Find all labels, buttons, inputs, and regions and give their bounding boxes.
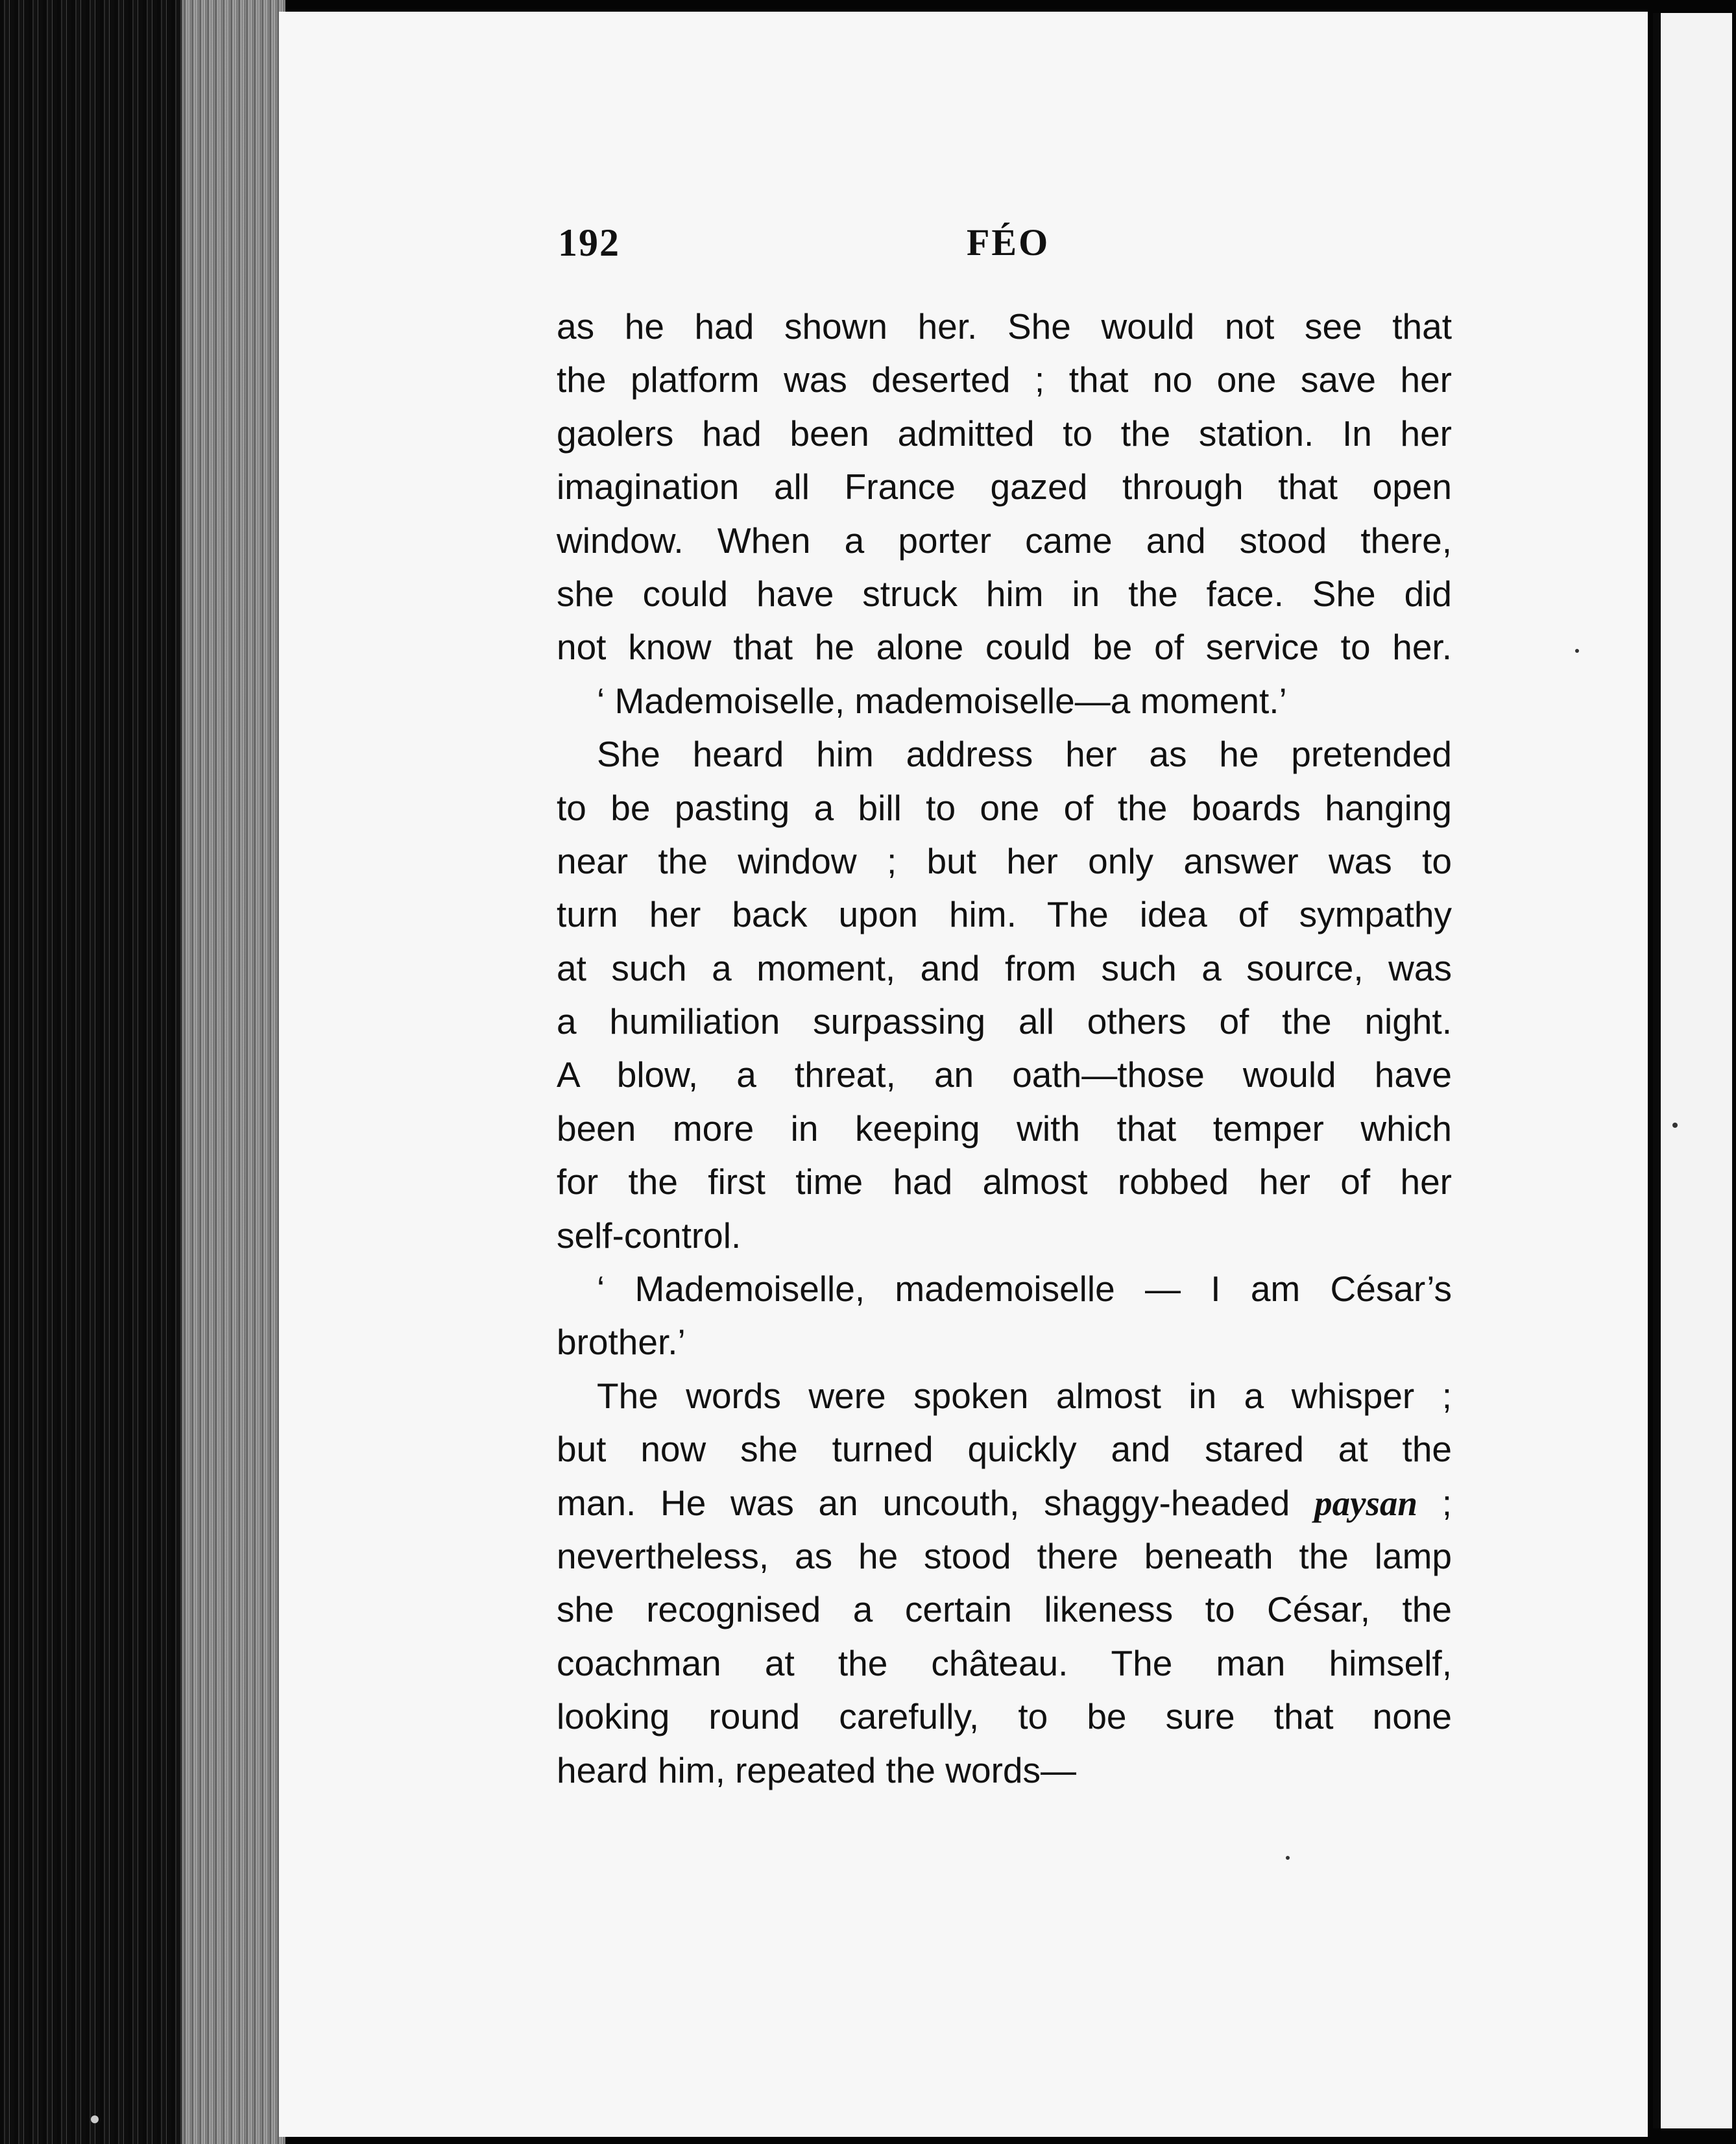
text-fragment: man. He was an uncouth, shaggy-headed (557, 1482, 1290, 1523)
text-line: near the window ; but her only answer was to (557, 840, 1452, 881)
text-line: coachman at the château. The man himself, (557, 1642, 1452, 1683)
page-header (558, 221, 1447, 273)
speck (1575, 649, 1579, 653)
text-line: turn her back upon him. The idea of sympathy (557, 894, 1452, 935)
text-line: she could have struck him in the face. She did (557, 573, 1452, 614)
page-edges (182, 0, 285, 2144)
text-line: self-control. (557, 1215, 741, 1256)
text-line: to be pasting a bill to one of the boards hanging (557, 787, 1452, 828)
running-title: FÉO (967, 221, 1050, 263)
text-line: ‘ Mademoiselle, mademoiselle—a moment.’ (597, 680, 1287, 721)
text-line: She heard him address her as he pretended (597, 734, 1452, 775)
speck (1672, 1123, 1678, 1128)
text-line: A blow, a threat, an oath—those would have (557, 1054, 1452, 1095)
text-line: for the first time had almost robbed her of her (557, 1162, 1452, 1202)
text-line: she recognised a certain likeness to César, the (557, 1589, 1452, 1630)
facing-page-strip (1661, 13, 1732, 2128)
text-line: imagination all France gazed through that open (557, 467, 1452, 507)
text-line: window. When a porter came and stood there, (557, 520, 1452, 561)
speck (1286, 1856, 1290, 1860)
right-divider-bar (1653, 13, 1661, 2128)
text-fragment: ; (1417, 1482, 1453, 1523)
text-line: been more in keeping with that temper which (557, 1108, 1452, 1149)
text-line: nevertheless, as he stood there beneath the lamp (557, 1535, 1452, 1576)
text-line: but now she turned quickly and stared at the (557, 1429, 1452, 1470)
text-line: brother.’ (557, 1322, 686, 1363)
text-line: The words were spoken almost in a whisper ; (597, 1375, 1452, 1416)
text-line: the platform was deserted ; that no one save her (557, 359, 1452, 400)
text-line-with-italic (557, 1476, 1452, 1529)
text-line: heard him, repeated the words— (557, 1749, 1076, 1790)
speck (91, 2115, 99, 2123)
text-line: as he had shown her. She would not see that (557, 306, 1452, 347)
text-line: looking round carefully, to be sure that none (557, 1696, 1452, 1737)
text-line: ‘ Mademoiselle, mademoiselle — I am César’s (597, 1269, 1452, 1310)
text-line: gaolers had been admitted to the station. In her (557, 413, 1452, 454)
body-text (557, 300, 1452, 1797)
text-line: at such a moment, and from such a source, was (557, 947, 1452, 988)
page-number: 192 (558, 221, 620, 264)
italic-word: paysan (1314, 1483, 1418, 1523)
text-line: not know that he alone could be of service to her. (557, 627, 1452, 668)
text-line: a humiliation surpassing all others of the night. (557, 1001, 1452, 1042)
